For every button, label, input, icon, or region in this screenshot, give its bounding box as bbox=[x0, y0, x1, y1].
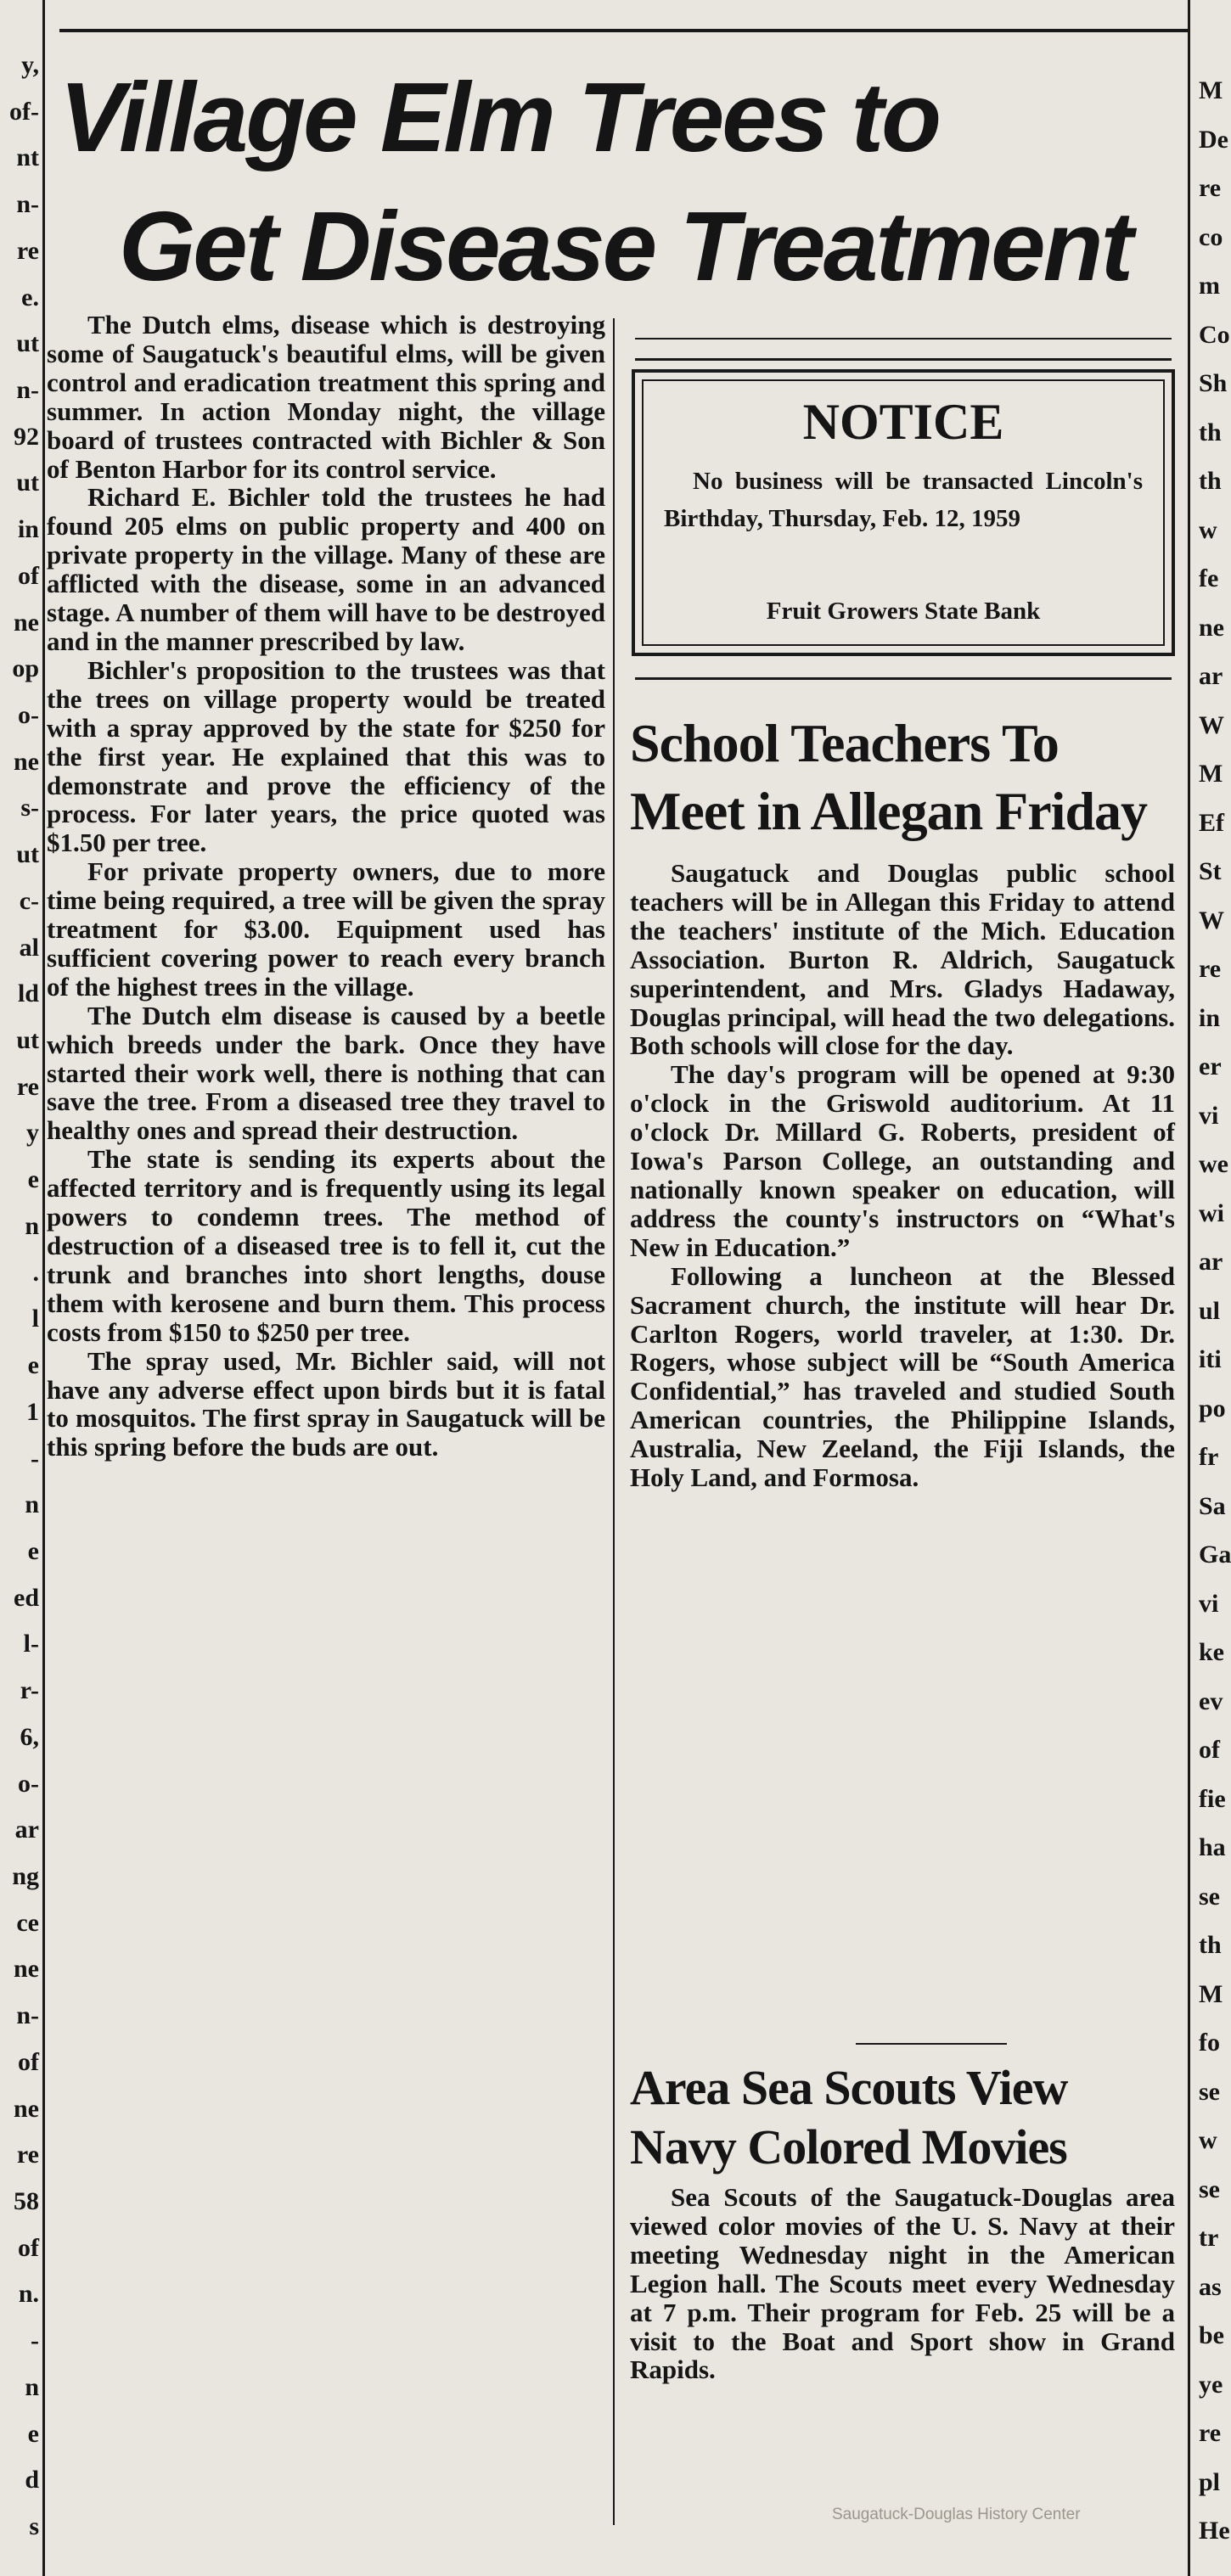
scouts-headline-line-2: Navy Colored Movies bbox=[630, 2119, 1067, 2175]
right-column-fragment: W bbox=[1199, 711, 1224, 739]
right-column-fragments bbox=[1192, 0, 1231, 2576]
right-column-fragment: of bbox=[1199, 1736, 1220, 1764]
left-column-fragment: of bbox=[18, 2234, 39, 2262]
main-paragraph: The Dutch elms, disease which is destroying some of Saugatuck's beautiful elms, will be given control and eradication treatment this spring and summer. In action Monday night, the village board of trustees contracted with Bichler & Son of Benton Harbor for its control service. bbox=[47, 310, 605, 484]
teachers-article-body bbox=[630, 859, 1175, 1492]
column-divider bbox=[613, 318, 615, 2525]
right-column-fragment: we bbox=[1199, 1150, 1228, 1178]
scouts-paragraph: Sea Scouts of the Saugatuck-Douglas area viewed color movies of the U. S. Navy at their meeting Wednesday night in the American Legion hall. The Scouts meet every Wednesday at 7 p.m. Their program for Feb. 25 will be a visit to the Boat and Sport show in Grand Rapids. bbox=[630, 2182, 1175, 2385]
teachers-paragraph: The day's program will be opened at 9:30 o'clock in the Griswold auditorium. At 11 o'clock Dr. Millard G. Roberts, president of Iowa's Parson College, an outstanding and nationally known speaker on education, will address the county's instructors on “What's New in Education.” bbox=[630, 1059, 1175, 1262]
left-column-fragment: n- bbox=[16, 2001, 39, 2029]
notice-title: NOTICE bbox=[802, 394, 1004, 450]
left-column-fragment: e bbox=[27, 1351, 39, 1379]
left-column-fragment: l bbox=[31, 1305, 39, 1333]
teachers-headline-line-1: School Teachers To bbox=[630, 713, 1059, 773]
headline-line-2: Get Disease Treatment bbox=[119, 191, 1132, 301]
notice-inner-border bbox=[642, 379, 1165, 646]
right-column-fragment: se bbox=[1199, 2078, 1220, 2106]
notice-bank-name: Fruit Growers State Bank bbox=[766, 598, 1041, 625]
left-column-fragment: ne bbox=[14, 1955, 39, 1983]
left-column-fragment: - bbox=[31, 2326, 39, 2354]
right-column-fragment: m bbox=[1199, 272, 1220, 300]
teachers-paragraph: Following a luncheon at the Blessed Sacrament church, the institute will hear Dr. Carlton Rogers, world traveler, at 1:30. Dr. Rogers, whose subject will be “South America Confidential,” has traveled and studied South American countries, the Philippine Islands, Australia, New Zeeland, the Fiji Islands, the Holy Land, and Formosa. bbox=[630, 1260, 1175, 1493]
right-column-fragment: fo bbox=[1199, 2029, 1220, 2057]
left-column-fragment: ut bbox=[16, 329, 39, 357]
left-column-fragment: ut bbox=[16, 469, 39, 497]
left-column-fragment: y bbox=[26, 1119, 39, 1147]
left-column-fragment: ut bbox=[16, 840, 39, 868]
notice-box bbox=[632, 369, 1175, 656]
main-article-body bbox=[47, 311, 605, 1462]
right-column-fragment: wi bbox=[1199, 1199, 1224, 1227]
left-column-fragment: n bbox=[25, 1212, 39, 1240]
left-column-fragment: n- bbox=[16, 376, 39, 404]
right-column-fragment: re bbox=[1199, 955, 1222, 983]
right-column-fragment: th bbox=[1199, 418, 1222, 446]
top-rule bbox=[59, 29, 1189, 32]
right-column-fragment: er bbox=[1199, 1052, 1222, 1080]
right-column-fragment: as bbox=[1199, 2273, 1222, 2301]
short-separator bbox=[856, 2043, 1007, 2045]
left-column-fragment: ne bbox=[14, 2095, 39, 2123]
scouts-article-body bbox=[630, 2183, 1175, 2384]
left-column-fragment: e. bbox=[21, 283, 39, 311]
right-column-fragment: M bbox=[1199, 76, 1223, 104]
right-column-fragment: pl bbox=[1199, 2468, 1221, 2496]
right-column-fragment: ar bbox=[1199, 1248, 1223, 1276]
left-column-rule bbox=[42, 0, 45, 2576]
right-column-fragment: th bbox=[1199, 1931, 1222, 1959]
right-column-fragment: fr bbox=[1199, 1443, 1219, 1471]
left-column-fragment: op bbox=[12, 654, 39, 682]
left-column-fragment: 6, bbox=[20, 1723, 39, 1751]
left-column-fragment: 1 bbox=[26, 1398, 39, 1426]
main-paragraph: Bichler's proposition to the trustees was that the trees on village property would be treated with a spray approved by the state for $250 for the first year. He explained that this was to demonstrate and prove the efficiency of the process. For later years, the price quoted was $1.50 per tree. bbox=[47, 654, 605, 858]
left-column-fragment: nt bbox=[16, 143, 39, 171]
left-column-fragment: n. bbox=[18, 2280, 39, 2308]
left-column-fragment: of bbox=[18, 562, 39, 590]
right-column-fragment: se bbox=[1199, 2175, 1220, 2203]
archive-watermark: Saugatuck-Douglas History Center bbox=[832, 2506, 1081, 2523]
right-column-fragment: fe bbox=[1199, 564, 1219, 592]
right-column-fragment: w bbox=[1199, 516, 1217, 544]
left-column-fragment: y, bbox=[21, 51, 39, 79]
left-column-fragment: ng bbox=[12, 1862, 39, 1890]
right-column-fragment: ye bbox=[1199, 2371, 1223, 2399]
left-column-fragment: n bbox=[25, 1490, 39, 1518]
left-column-fragment: 58 bbox=[14, 2187, 39, 2215]
left-column-fragment: ed bbox=[14, 1584, 39, 1612]
right-column-fragment: Co bbox=[1199, 321, 1230, 349]
right-column-fragment: fie bbox=[1199, 1785, 1226, 1813]
main-paragraph: The state is sending its experts about the affected territory and is frequently using its legal powers to condemn trees. The method of destruction of a diseased tree is to fell it, cut the trunk and branches into short lengths, douse them with kerosene and burn them. This process costs from $150 to $250 per tree. bbox=[47, 1144, 605, 1347]
right-column-fragment: tr bbox=[1199, 2224, 1219, 2252]
notice-body bbox=[664, 463, 1143, 537]
left-column-fragments bbox=[0, 0, 41, 2576]
right-column-fragment: re bbox=[1199, 2419, 1222, 2447]
notice-bottom-rule bbox=[635, 677, 1172, 680]
right-column-fragment: se bbox=[1199, 1883, 1220, 1911]
teachers-headline-line-2: Meet in Allegan Friday bbox=[630, 781, 1148, 841]
right-column-fragment: be bbox=[1199, 2321, 1224, 2349]
right-column-fragment: in bbox=[1199, 1004, 1221, 1032]
main-paragraph: Richard E. Bichler told the trustees he had found 205 elms on public property and 400 on private property in the village. Many of these are afflicted with the disease, some in an advanced stage. A number of them will have to be destroyed and in the manner prescribed by law. bbox=[47, 482, 605, 656]
right-column-fragment: ul bbox=[1199, 1297, 1221, 1325]
right-column-fragment: M bbox=[1199, 1980, 1223, 2008]
right-column-fragment: po bbox=[1199, 1395, 1226, 1423]
left-column-fragment: o- bbox=[18, 701, 39, 729]
right-column-fragment: De bbox=[1199, 126, 1228, 154]
left-column-fragment: n bbox=[25, 2373, 39, 2401]
right-column-fragment: co bbox=[1199, 223, 1223, 251]
left-column-fragment: c- bbox=[19, 887, 39, 915]
left-column-fragment: ce bbox=[16, 1909, 39, 1937]
right-column-fragment: He bbox=[1199, 2517, 1230, 2545]
right-column-fragment: Sh bbox=[1199, 369, 1228, 397]
left-column-fragment: 92 bbox=[14, 423, 39, 451]
teachers-paragraph: Saugatuck and Douglas public school teachers will be in Allegan this Friday to attend the teachers' institute of the Mich. Education Association. Burton R. Aldrich, Saugatuck superintendent, and Mrs. Gladys Hadaway, Douglas principal, will head the two delegations. Both schools will close for the day. bbox=[630, 858, 1175, 1061]
main-paragraph: The Dutch elm disease is caused by a beetle which breeds under the bark. Once they have started their work well, there is nothing that can save the tree. From a diseased tree they travel to healthy ones and spread their destruction. bbox=[47, 1000, 605, 1146]
right-column-fragment: iti bbox=[1199, 1345, 1222, 1373]
left-column-fragment: al bbox=[19, 934, 39, 962]
right-column-fragment: W bbox=[1199, 906, 1224, 934]
left-column-fragment: ld bbox=[17, 979, 39, 1007]
right-column-fragment: St bbox=[1199, 857, 1222, 885]
right-column-rule bbox=[1188, 0, 1190, 2576]
left-column-fragment: - bbox=[31, 1445, 39, 1473]
left-column-fragment: e bbox=[27, 2420, 39, 2448]
scouts-headline-line-1: Area Sea Scouts View bbox=[630, 2060, 1068, 2115]
left-column-fragment: s bbox=[29, 2512, 39, 2540]
right-column-fragment: Sa bbox=[1199, 1492, 1226, 1520]
left-column-fragment: n- bbox=[16, 190, 39, 218]
left-column-fragment: e bbox=[27, 1537, 39, 1565]
left-column-fragment: of- bbox=[9, 98, 39, 126]
right-column-fragment: ev bbox=[1199, 1687, 1223, 1715]
main-paragraph: The spray used, Mr. Bichler said, will not have any adverse effect upon birds but it is fatal to mosquitos. The first spray in Saugatuck will be this spring before the buds are out. bbox=[47, 1345, 605, 1462]
headline-line-1: Village Elm Trees to bbox=[59, 62, 939, 172]
right-column-fragment: re bbox=[1199, 174, 1222, 202]
left-column-fragment: . bbox=[32, 1259, 39, 1287]
left-column-fragment: of bbox=[18, 2048, 39, 2076]
right-column-fragment: ne bbox=[1199, 614, 1224, 642]
right-column-fragment: Ef bbox=[1199, 809, 1224, 837]
right-column-fragment: Ga bbox=[1199, 1541, 1231, 1569]
right-column-fragment: th bbox=[1199, 467, 1222, 495]
right-column-fragment: ha bbox=[1199, 1833, 1226, 1861]
left-column-fragment: re bbox=[16, 2141, 39, 2169]
left-column-fragment: l- bbox=[23, 1630, 39, 1658]
left-column-fragment: in bbox=[17, 515, 39, 543]
right-column-fragment: w bbox=[1199, 2126, 1217, 2154]
left-column-fragment: r- bbox=[20, 1676, 39, 1704]
left-column-fragment: ne bbox=[14, 748, 39, 776]
left-column-fragment: ut bbox=[16, 1026, 39, 1054]
main-paragraph: For private property owners, due to more time being required, a tree will be given the spray treatment for $3.00. Equipment used has sufficient covering power to reach every branch of the highest trees in the village. bbox=[47, 856, 605, 1002]
right-column-fragment: ke bbox=[1199, 1638, 1224, 1666]
left-column-fragment: re bbox=[16, 237, 39, 265]
left-column-fragment: o- bbox=[18, 1770, 39, 1798]
left-column-fragment: ne bbox=[14, 609, 39, 637]
notice-text: No business will be transacted Lincoln's Birthday, Thursday, Feb. 12, 1959 bbox=[664, 468, 1143, 532]
left-column-fragment: re bbox=[16, 1073, 39, 1101]
left-column-fragment: e bbox=[27, 1165, 39, 1193]
right-column-fragment: vi bbox=[1199, 1590, 1219, 1618]
left-column-fragment: ar bbox=[14, 1816, 39, 1844]
right-column-fragment: M bbox=[1199, 760, 1223, 788]
notice-top-rule bbox=[635, 338, 1172, 340]
left-column-fragment: s- bbox=[20, 794, 39, 822]
left-column-fragment: d bbox=[25, 2466, 39, 2494]
right-column-fragment: ar bbox=[1199, 662, 1223, 690]
right-column-fragment: vi bbox=[1199, 1102, 1219, 1130]
notice-top-rule-2 bbox=[635, 358, 1172, 361]
